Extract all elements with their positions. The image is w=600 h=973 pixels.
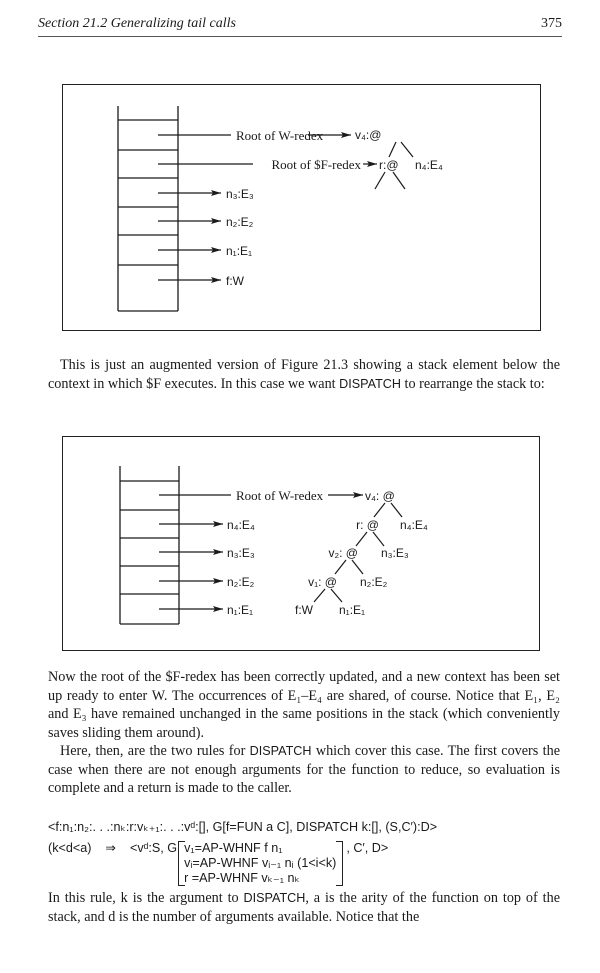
right-bracket	[336, 885, 342, 886]
rule-arrow: ⇒	[105, 841, 116, 855]
right-bracket	[336, 841, 342, 842]
node-n3-e3: n₃:E₃	[381, 546, 409, 560]
keyword-dispatch: DISPATCH	[243, 891, 306, 905]
label-f-w: f:W	[226, 274, 244, 288]
tree-edge	[393, 172, 405, 189]
paragraph-text: This is just an augmented version of Figure 21.3 showing a stack element below the context in which $F executes. In this case we want	[48, 357, 560, 392]
tree-edge	[314, 589, 325, 602]
label-root-w-redex: Root of W-redex	[236, 128, 324, 143]
section-title: Section 21.2 Generalizing tail calls	[38, 16, 236, 31]
node-r: r:@	[379, 158, 399, 172]
paragraph	[48, 356, 560, 393]
node-n4-e4: n₄:E₄	[400, 518, 428, 532]
tree-edge	[331, 589, 342, 602]
tree-edge	[374, 503, 385, 517]
tree-edge	[335, 560, 346, 574]
tree-edge	[373, 532, 384, 546]
figure-stack-after	[62, 436, 540, 651]
paragraph	[48, 742, 560, 798]
pointers	[159, 495, 402, 609]
left-bracket	[179, 841, 185, 842]
tree-edge	[352, 560, 363, 574]
node-n4-e4: n₄:E₄	[415, 158, 443, 172]
node-n2-e2: n₂:E₂	[360, 575, 388, 589]
label-n4-e4: n₄:E₄	[227, 518, 255, 532]
tree-edge	[356, 532, 367, 546]
stack	[120, 466, 179, 624]
node-v4: v₄:@	[355, 128, 382, 142]
keyword-dispatch: DISPATCH	[339, 376, 401, 391]
left-bracket	[179, 885, 185, 886]
paragraph-text: Here, then, are the two rules for	[60, 743, 250, 759]
page-number: 375	[541, 16, 562, 31]
label-n2-e2: n₂:E₂	[226, 215, 254, 229]
node-r: r: @	[356, 518, 379, 532]
rule-state-after-start: <vᵈ:S, G	[129, 841, 178, 855]
label-root-w-redex: Root of W-redex	[236, 488, 324, 503]
rule-binding: r =AP-WHNF vₖ₋₁ nₖ	[184, 871, 300, 885]
tree-edge	[401, 142, 413, 157]
node-n1-e1: n₁:E₁	[339, 603, 366, 617]
rule-binding: vᵢ=AP-WHNF vᵢ₋₁ nᵢ (1<i<k)	[184, 856, 337, 870]
rule-state-after	[48, 840, 578, 886]
label-n3-e3: n₃:E₃	[227, 546, 255, 560]
label-n1-e1: n₁:E₁	[227, 603, 254, 617]
label-n2-e2: n₂:E₂	[227, 575, 255, 589]
tree-edge	[391, 503, 402, 517]
keyword-dispatch: DISPATCH	[249, 744, 312, 758]
rule-state-before: <f:n₁:n₂:. . .:nₖ:r:vₖ₊₁:. . .:vᵈ:[], G[f=FUN a C], DISPATCH k:[], (S,C′):D>	[48, 820, 438, 834]
figure-2-diagram	[63, 437, 539, 650]
paragraph-text: In this rule, k is the argument to	[48, 890, 244, 906]
node-v1: v₁: @	[308, 575, 337, 589]
node-v4: v₄: @	[365, 489, 395, 503]
tree-edge	[375, 172, 385, 189]
figure-1-diagram	[63, 85, 540, 330]
running-head	[38, 14, 562, 37]
label-n3-e3: n₃:E₃	[226, 187, 254, 201]
paragraph: Now the root of the $F-redex has been correctly updated, and a new context has been set up ready to enter W. The occurrences of E₁–E₄ are shared, of course. Notice that E₁, E₂ and E₃ have remained unchanged in the same positions in the stack (which conveniently saves sliding them around).	[48, 669, 560, 741]
node-v2: v₂: @	[328, 546, 358, 560]
label-root-f-redex: Root of $F-redex	[271, 157, 361, 172]
node-f-w: f:W	[295, 603, 313, 617]
rule-state-after-end: , C′, D>	[346, 841, 389, 855]
paragraph	[48, 889, 560, 926]
paragraph-text: , a is the arity of the function on top of the stack, and d is the number of arguments available. Notice that the	[48, 890, 560, 925]
rule-condition: (k<d<a)	[48, 841, 92, 855]
label-n1-e1: n₁:E₁	[226, 244, 253, 258]
rule-binding: v₁=AP-WHNF f n₁	[184, 841, 283, 855]
paragraph-text: which cover this case. The first covers the case when there are not enough arguments for the function to reduce, so evaluation is complete and a return is made to the caller.	[48, 743, 560, 797]
rule-bindings-bracket	[178, 841, 343, 886]
tree-edge	[389, 142, 396, 157]
figure-stack-before	[62, 84, 541, 331]
paragraph-text: to rearrange the stack to:	[400, 375, 545, 392]
